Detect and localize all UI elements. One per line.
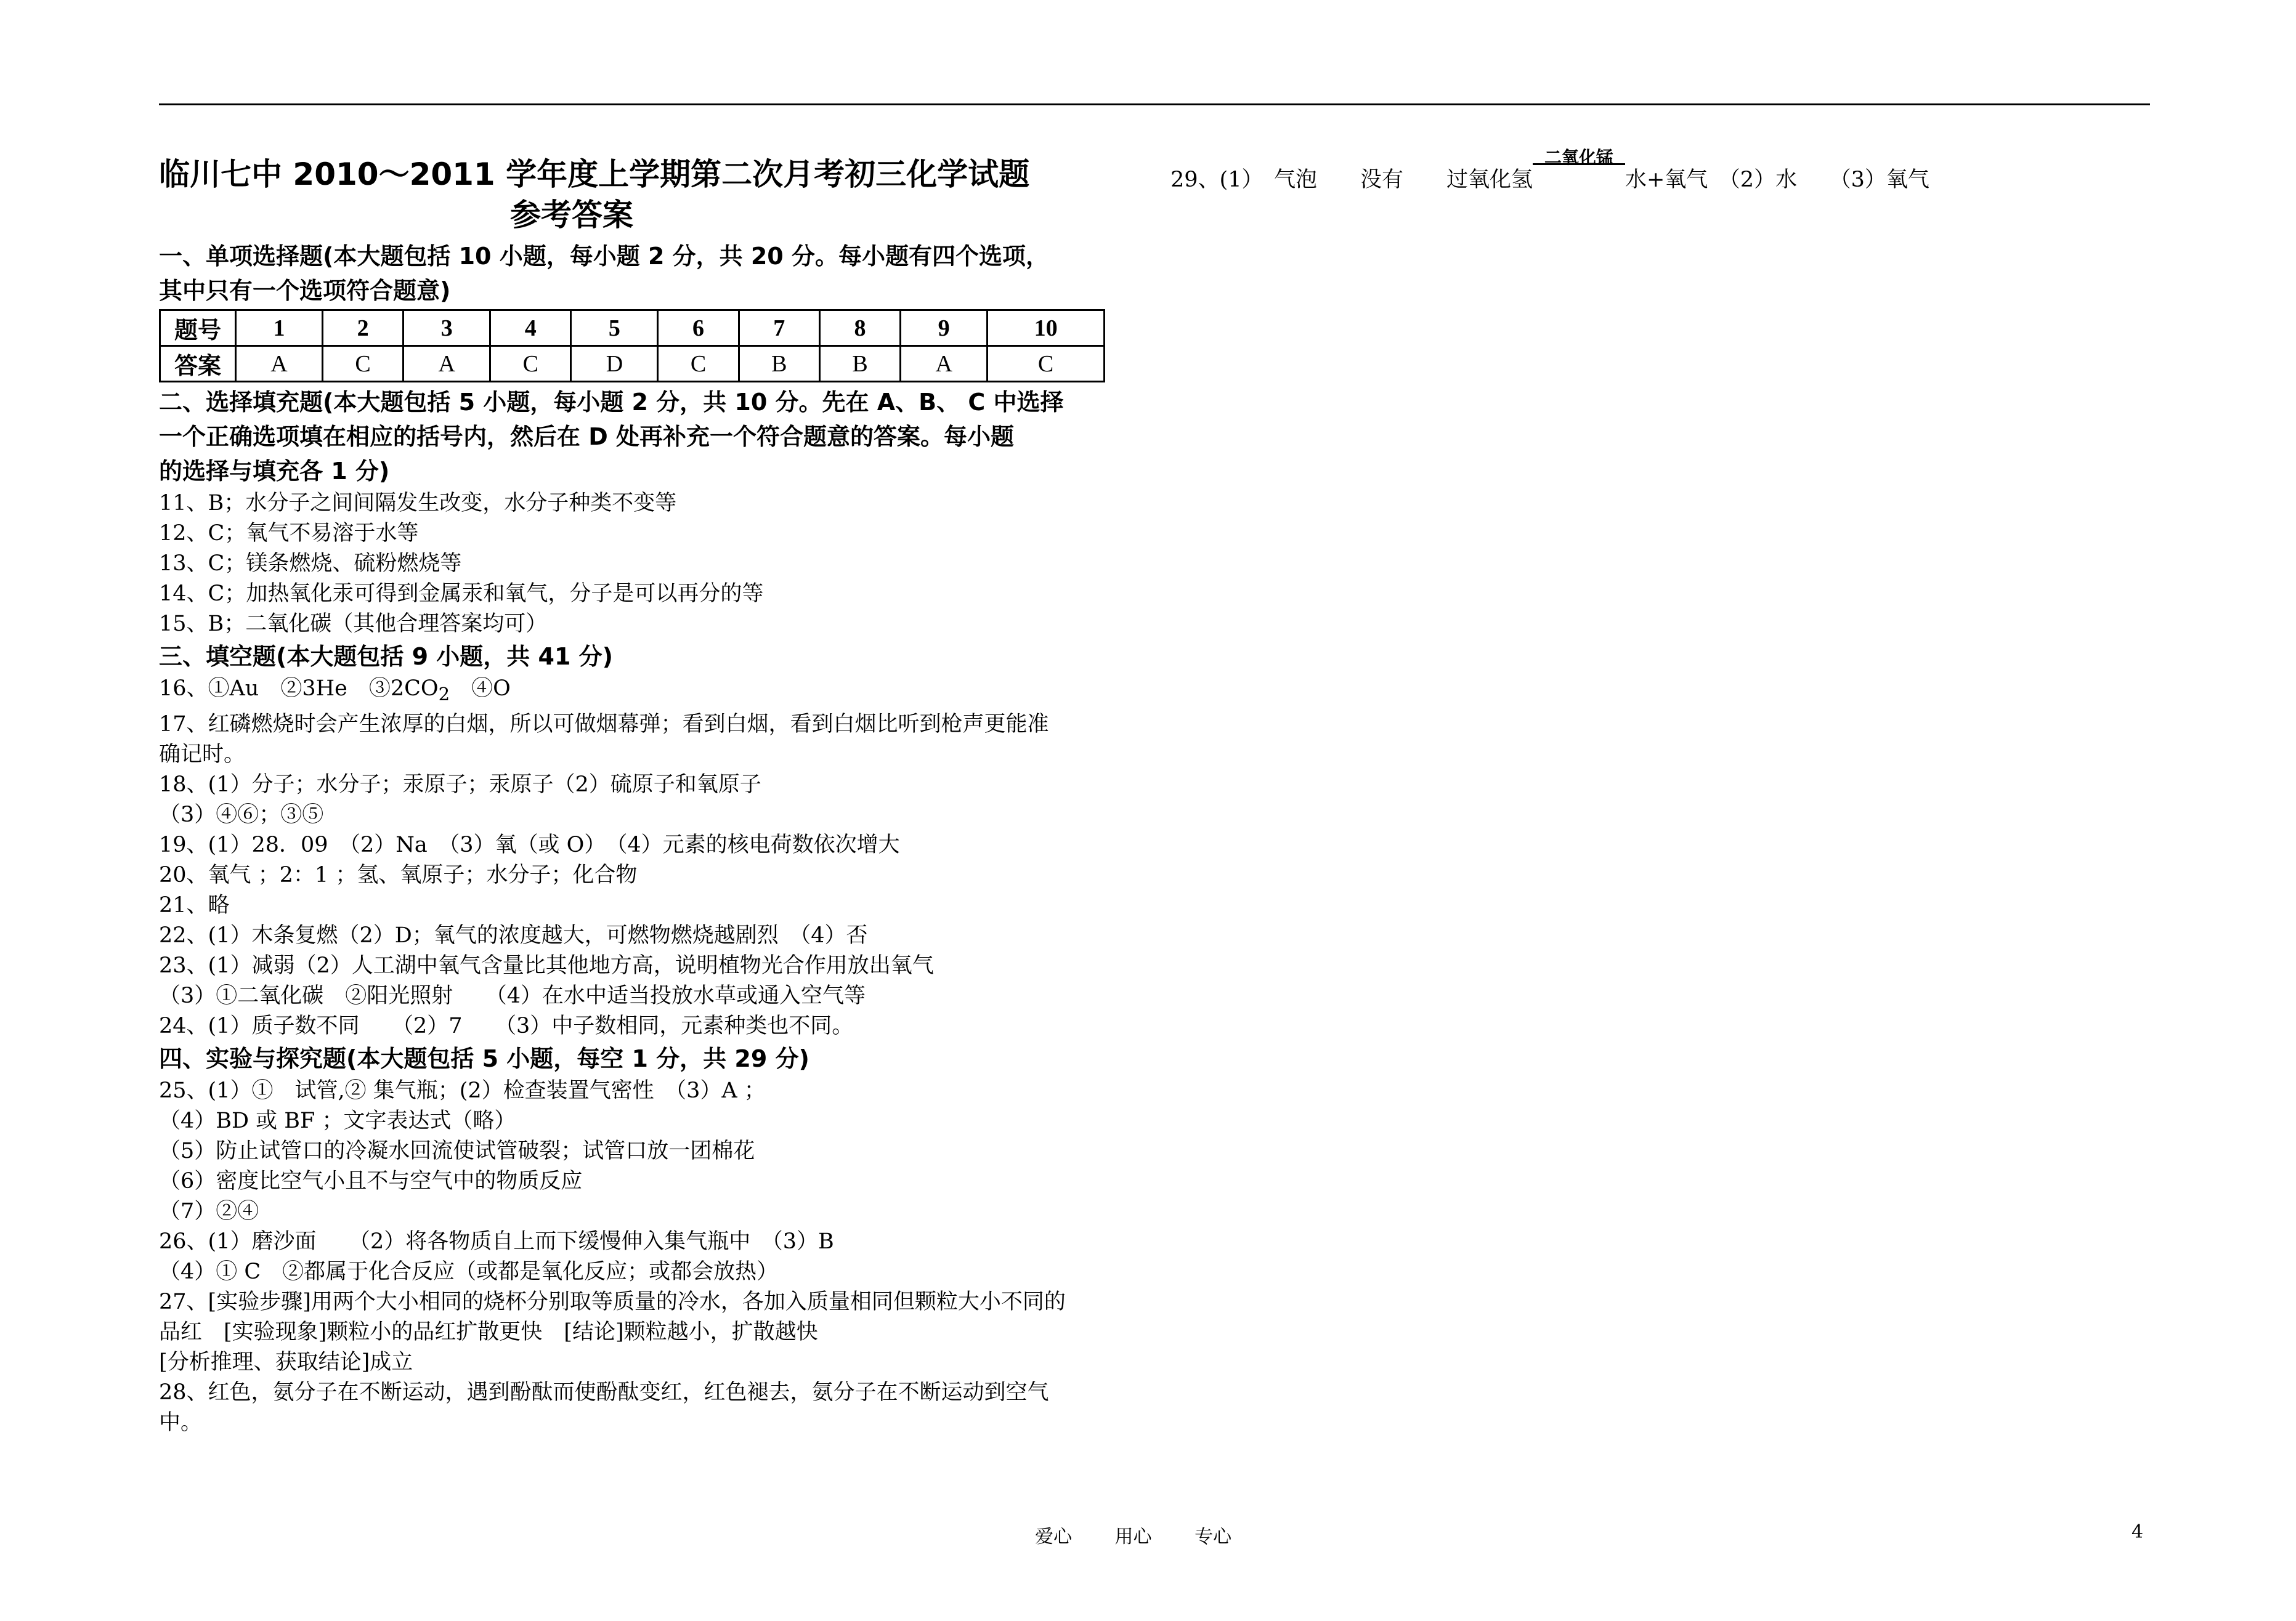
reaction-catalyst-label: 二氧化锰 (1544, 147, 1613, 168)
answer-q25-line3: （5）防止试管口的冷凝水回流使试管破裂；试管口放一团棉花 (159, 1139, 755, 1163)
page-number: 4 (2132, 1521, 2144, 1543)
answer-table-answer: C (322, 346, 403, 382)
section1-heading-l1: 一、单项选择题(本大题包括 10 小题，每小题 2 分，共 20 分。每小题有四个选项， (159, 243, 1049, 270)
answer-table-number: 6 (658, 310, 739, 346)
answer-q27-line3: [分析推理、获取结论]成立 (159, 1350, 413, 1375)
footer-word-1: 爱心 (1035, 1526, 1072, 1548)
answer-table (159, 309, 1105, 382)
answer-q20: 20、氧气 ；2：1 ；氢、氧原子；水分子；化合物 (159, 863, 638, 887)
answer-q29 (1170, 147, 2125, 195)
answer-table-answer: D (571, 346, 658, 382)
reaction-arrow-line (1533, 163, 1625, 195)
answer-q16-part-b: ④O (450, 676, 511, 701)
section2-heading-l1: 二、选择填充题(本大题包括 5 小题，每小题 2 分，共 10 分。先在 A、B、 C 中选择 (159, 389, 1064, 416)
answer-table-number: 5 (571, 310, 658, 346)
answer-q14: 14、C；加热氧化汞可得到金属汞和氧气，分子是可以再分的等 (159, 581, 764, 606)
answer-q23-line1: 23、(1）减弱（2）人工湖中氧气含量比其他地方高，说明植物光合作用放出氧气 (159, 953, 934, 978)
answer-q21: 21、略 (159, 893, 230, 918)
answer-table-number: 2 (322, 310, 403, 346)
answer-table-answer: A (901, 346, 988, 382)
answer-table-answer: C (490, 346, 571, 382)
page-footer (1035, 1521, 1268, 1548)
answer-q16 (159, 674, 1145, 709)
answer-table-number: 7 (739, 310, 819, 346)
footer-word-3: 专心 (1195, 1526, 1232, 1548)
header-rule (159, 103, 2150, 105)
page-title: 临川七中 2010～2011 学年度上学期第二次月考初三化学试题 (159, 156, 1030, 192)
section4-heading: 四、实验与探究题(本大题包括 5 小题，每空 1 分，共 29 分) (159, 1045, 809, 1072)
answer-q12: 12、C；氧气不易溶于水等 (159, 521, 419, 546)
answer-q13: 13、C；镁条燃烧、硫粉燃烧等 (159, 551, 462, 576)
reaction-arrow (1533, 147, 1625, 195)
answer-q26-line1: 26、(1）磨沙面 （2）将各物质自上而下缓慢伸入集气瓶中 （3）B (159, 1229, 834, 1254)
answer-table-answer: B (739, 346, 819, 382)
section1-heading-l2: 其中只有一个选项符合题意) (159, 277, 451, 304)
answer-table-number-row (160, 310, 1105, 346)
answer-table-answer: C (988, 346, 1105, 382)
answer-q28-line1: 28、红色，氨分子在不断运动，遇到酚酞而使酚酞变红，红色褪去，氨分子在不断运动到空气 (159, 1380, 1049, 1405)
answer-table-row1-label: 题号 (160, 310, 236, 346)
right-column (1170, 147, 2125, 195)
section2-heading-l2: 一个正确选项填在相应的括号内，然后在 D 处再补充一个符合题意的答案。每小题 (159, 423, 1015, 450)
left-column (159, 154, 1145, 1438)
answer-q18-line1: 18、(1）分子；水分子；汞原子；汞原子（2）硫原子和氧原子 (159, 772, 761, 797)
answer-q25-line4: （6）密度比空气小且不与空气中的物质反应 (159, 1169, 583, 1194)
answer-q19: 19、(1）28．09 （2）Na （3）氧（或 O） （4）元素的核电荷数依次增大 (159, 833, 900, 857)
answer-q11: 11、B；水分子之间间隔发生改变，水分子种类不变等 (159, 491, 677, 515)
answer-q18-line2: （3）④⑥；③⑤ (159, 802, 324, 827)
answer-q29-prefix: 29、(1） 气泡 没有 过氧化氢 (1170, 168, 1533, 192)
answer-table-number: 10 (988, 310, 1105, 346)
answer-q15: 15、B；二氧化碳（其他合理答案均可） (159, 612, 548, 636)
answer-table-answer: C (658, 346, 739, 382)
answer-q22: 22、(1）木条复燃（2）D；氧气的浓度越大，可燃物燃烧越剧烈 （4）否 (159, 923, 868, 948)
section3-heading: 三、填空题(本大题包括 9 小题，共 41 分) (159, 643, 613, 670)
answer-table-number: 3 (404, 310, 490, 346)
answer-q23-line2: （3）①二氧化碳 ②阳光照射 （4）在水中适当投放水草或通入空气等 (159, 984, 866, 1008)
answer-q27-line1: 27、[实验步骤]用两个大小相同的烧杯分别取等质量的冷水，各加入质量相同但颗粒大小不同的 (159, 1290, 1066, 1314)
answer-q17-line2: 确记时。 (159, 742, 246, 767)
answer-q25-line1: 25、(1）① 试管,② 集气瓶；(2）检查装置气密性 （3）A ； (159, 1078, 766, 1103)
answer-table-answer-row (160, 346, 1105, 382)
answer-q27-line2: 品红 [实验现象]颗粒小的品红扩散更快 [结论]颗粒越小，扩散越快 (159, 1320, 818, 1344)
answer-table-number: 4 (490, 310, 571, 346)
answer-q16-subscript: 2 (438, 684, 450, 705)
section2-heading-l3: 的选择与填充各 1 分) (159, 458, 390, 485)
answer-q28-line2: 中。 (159, 1410, 203, 1435)
answer-q25-line2: （4）BD 或 BF ；文字表达式（略） (159, 1109, 516, 1133)
page-subtitle: 参考答案 (510, 197, 633, 233)
footer-word-2: 用心 (1114, 1526, 1152, 1548)
answer-table-number: 9 (901, 310, 988, 346)
answer-table-answer: A (404, 346, 490, 382)
answer-q25-line5: （7）②④ (159, 1199, 259, 1224)
answer-q24: 24、(1）质子数不同 （2）7 （3）中子数相同，元素种类也不同。 (159, 1014, 854, 1038)
answer-q16-part-a: 16、①Au ②3He ③2CO (159, 676, 439, 701)
answer-q17-line1: 17、红磷燃烧时会产生浓厚的白烟，所以可做烟幕弹；看到白烟，看到白烟比听到枪声更能准 (159, 712, 1049, 737)
answer-table-number: 8 (819, 310, 900, 346)
answer-table-answer: A (236, 346, 323, 382)
answer-q29-suffix: 水+氧气 （2）水 （3）氧气 (1625, 168, 1929, 192)
answer-table-answer: B (819, 346, 900, 382)
answer-table-row2-label: 答案 (160, 346, 236, 382)
answer-q26-line2: （4）① C ②都属于化合反应（或都是氧化反应；或都会放热） (159, 1259, 779, 1284)
answer-table-number: 1 (236, 310, 323, 346)
